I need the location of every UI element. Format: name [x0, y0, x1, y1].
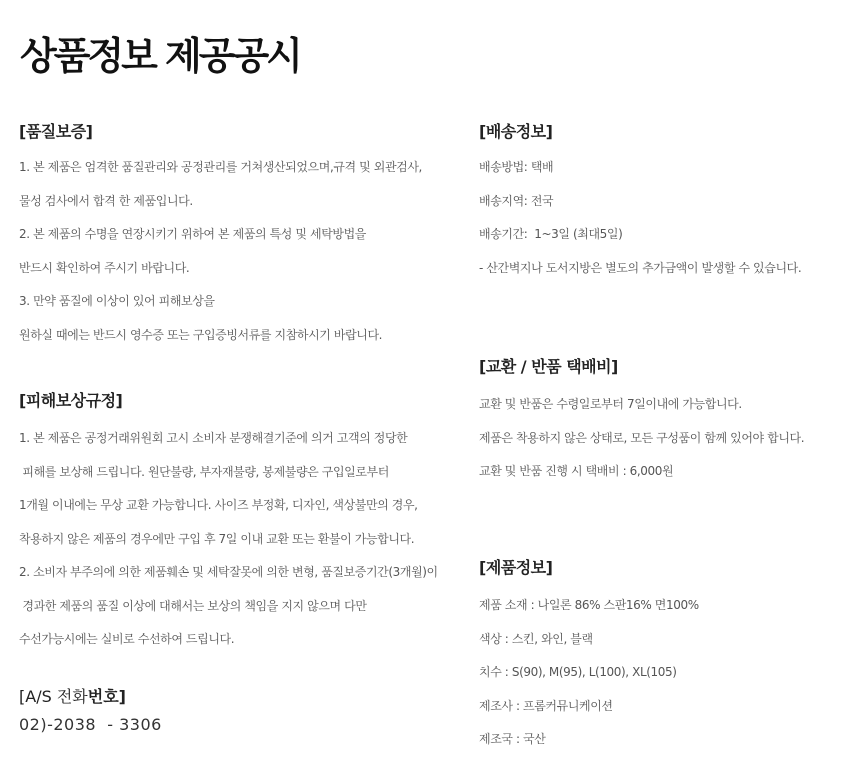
product-line-2: 색상 : 스킨, 와인, 블랙: [479, 631, 593, 646]
compensation-list: [19, 422, 438, 657]
exchange-heading: [교환 / 반품 택배비]: [479, 357, 618, 376]
as-heading-suffix: 번호]: [87, 687, 126, 706]
exchange-line-1: 교환 및 반품은 수령일로부터 7일이내에 가능합니다.: [479, 397, 742, 411]
product-line-4: 제조사 : 프롬커뮤니케이션: [479, 698, 613, 713]
compensation-line-1: 1. 본 제품은 공정거래위원회 고시 소비자 분쟁해결기준에 의거 고객의 정당한: [19, 431, 408, 445]
product-line-1: 제품 소재 : 나일론 86% 스판16% 면100%: [479, 598, 699, 612]
quality-line-1: 1. 본 제품은 엄격한 품질관리와 공정관리를 거쳐생산되었으며,규격 및 외관검사,: [19, 160, 422, 174]
shipping-line-1: 배송방법: 택배: [479, 160, 554, 174]
as-section: [19, 686, 162, 736]
shipping-heading: [배송정보]: [479, 122, 553, 141]
quality-section: [19, 122, 422, 352]
compensation-line-3: 1개월 이내에는 무상 교환 가능합니다. 사이즈 부정확, 디자인, 색상불만의 경우,: [19, 498, 418, 512]
quality-line-4: 반드시 확인하여 주시기 바랍니다.: [19, 260, 190, 275]
quality-list: [19, 151, 422, 352]
quality-line-6: 원하실 때에는 반드시 영수증 또는 구입증빙서류를 지참하시기 바랍니다.: [19, 327, 383, 342]
shipping-section: [479, 122, 801, 285]
product-list: [479, 589, 699, 757]
compensation-heading: [피해보상규정]: [19, 391, 123, 410]
quality-line-5: 3. 만약 품질에 이상이 있어 피해보상을: [19, 294, 215, 308]
shipping-line-2: 배송지역: 전국: [479, 193, 554, 208]
compensation-line-2: 피해를 보상해 드립니다. 원단불량, 부자재불량, 봉제불량은 구입일로부터: [19, 464, 389, 479]
quality-line-2: 물성 검사에서 합격 한 제품입니다.: [19, 193, 193, 208]
compensation-line-5: 2. 소비자 부주의에 의한 제품훼손 및 세탁잘못에 의한 변형, 품질보증기간(3개월)이: [19, 565, 438, 579]
exchange-line-2: 제품은 착용하지 않은 상태로, 모든 구성품이 함께 있어야 합니다.: [479, 430, 805, 445]
shipping-line-3: 배송기간: 1~3일 (최대5일): [479, 227, 623, 241]
product-line-5: 제조국 : 국산: [479, 732, 546, 746]
shipping-list: [479, 151, 801, 285]
product-heading: [제품정보]: [479, 558, 553, 577]
quality-heading: [품질보증]: [19, 122, 93, 141]
compensation-section: [19, 391, 438, 657]
exchange-line-3: 교환 및 반품 진행 시 택배비 : 6,000원: [479, 464, 674, 478]
compensation-line-6: 경과한 제품의 품질 이상에 대해서는 보상의 책임을 지지 않으며 다만: [19, 598, 367, 613]
shipping-line-4: - 산간벽지나 도서지방은 별도의 추가금액이 발생할 수 있습니다.: [479, 260, 802, 275]
as-phone-number: 02)-2038 - 3306: [19, 715, 162, 734]
compensation-line-7: 수선가능시에는 실비로 수선하여 드립니다.: [19, 632, 235, 646]
as-heading: [19, 686, 162, 708]
compensation-line-4: 착용하지 않은 제품의 경우에만 구입 후 7일 이내 교환 또는 환불이 가능합니다.: [19, 531, 415, 546]
product-section: [479, 558, 699, 757]
exchange-section: [479, 357, 804, 489]
exchange-list: [479, 388, 804, 489]
quality-line-3: 2. 본 제품의 수명을 연장시키기 위하여 본 제품의 특성 및 세탁방법을: [19, 227, 366, 241]
page-title: 상품정보 제공공시: [20, 34, 300, 78]
as-heading-prefix: [A/S 전화: [19, 687, 88, 706]
product-line-3: 치수 : S(90), M(95), L(100), XL(105): [479, 665, 677, 679]
